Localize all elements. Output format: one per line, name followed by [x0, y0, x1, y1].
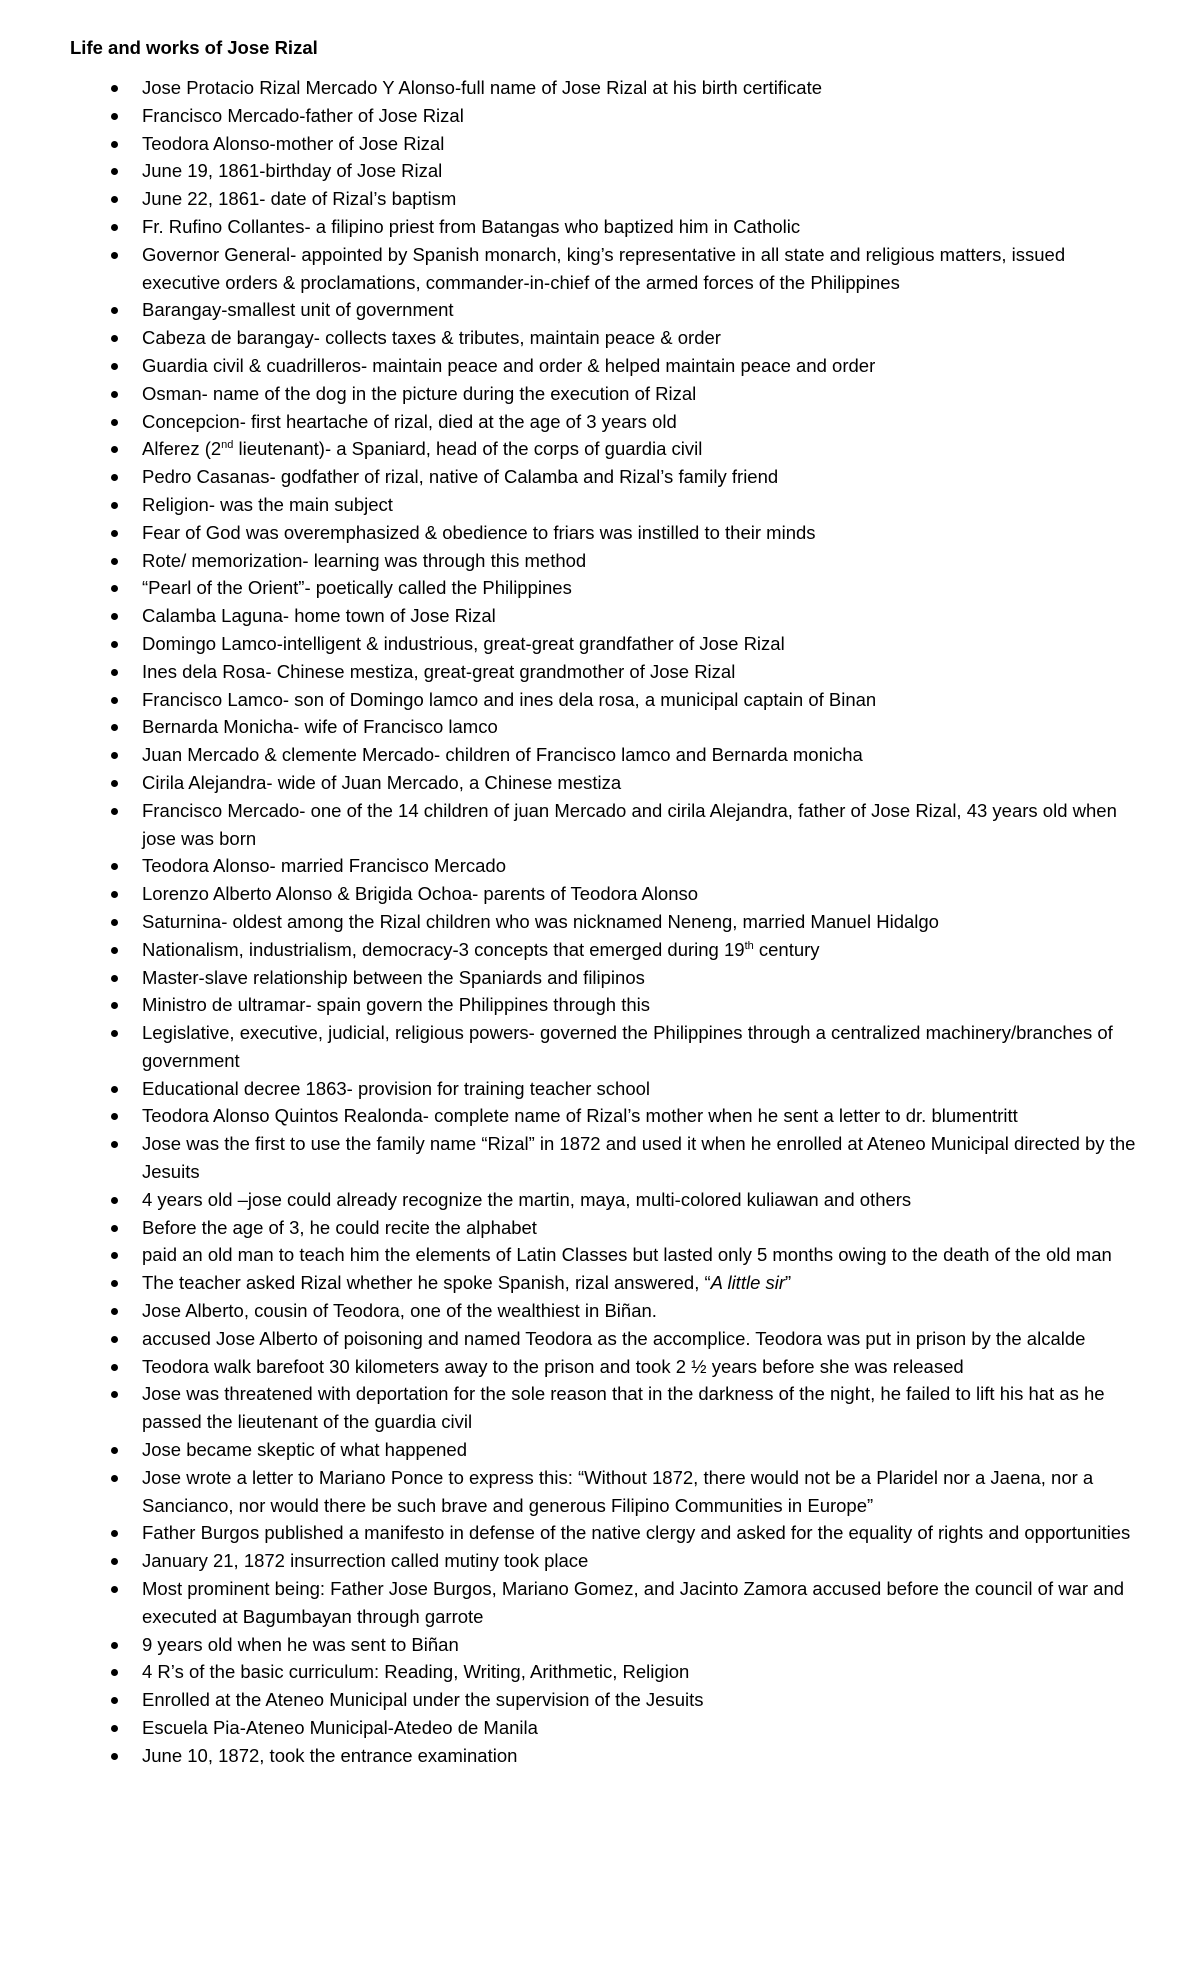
list-item-text: The teacher asked Rizal whether he spoke Spanish, rizal answered, “A little sir”	[142, 1272, 792, 1294]
bullet-icon	[111, 1558, 118, 1565]
list-item-text: Teodora Alonso Quintos Realonda- complete name of Rizal’s mother when he sent a letter to dr. blumentritt	[142, 1105, 1018, 1127]
bullet-icon	[111, 168, 118, 175]
list-item	[70, 1214, 1140, 1242]
list-item-text: Jose Protacio Rizal Mercado Y Alonso-full name of Jose Rizal at his birth certificate	[142, 77, 823, 98]
bullet-icon	[111, 585, 118, 592]
list-item	[70, 435, 1140, 463]
bullet-icon	[111, 391, 118, 398]
list-item	[70, 185, 1140, 213]
list-item	[70, 797, 1140, 853]
list-item-text: Governor General- appointed by Spanish monarch, king’s representative in all state and religious matters, issued executive orders & proclamations, commander-in-chief of the armed forces of the Philippines	[142, 243, 1066, 293]
list-item-text: June 19, 1861-birthday of Jose Rizal	[142, 160, 443, 182]
list-item	[70, 463, 1140, 491]
list-item	[70, 852, 1140, 880]
list-item-text: Teodora Alonso-mother of Jose Rizal	[142, 132, 445, 154]
list-item	[70, 602, 1140, 630]
bullet-icon	[111, 1197, 118, 1204]
list-item	[70, 1297, 1140, 1325]
list-item-text: Religion- was the main subject	[142, 493, 393, 515]
bullet-icon	[111, 113, 118, 120]
list-item-text: Bernarda Monicha- wife of Francisco lamco	[142, 716, 498, 738]
list-item-text: Rote/ memorization- learning was through this method	[142, 549, 587, 571]
list-item-text: Lorenzo Alberto Alonso & Brigida Ochoa- parents of Teodora Alonso	[142, 883, 699, 905]
list-item-text: Jose wrote a letter to Mariano Ponce to express this: “Without 1872, there would not be a Plaridel nor a Jaena, nor a Sancianco, nor would there be such brave and generous Filipino Communities in Europe”	[142, 1466, 1094, 1516]
bullet-icon	[111, 474, 118, 481]
list-item	[70, 686, 1140, 714]
list-item-text: “Pearl of the Orient”- poetically called the Philippines	[142, 577, 572, 599]
list-item	[70, 1102, 1140, 1130]
bullet-icon	[111, 224, 118, 231]
bullet-icon	[111, 697, 118, 704]
bullet-icon	[111, 1391, 118, 1398]
bullet-icon	[111, 1030, 118, 1037]
list-item	[70, 519, 1140, 547]
bullet-icon	[111, 752, 118, 759]
list-item-text: Escuela Pia-Ateneo Municipal-Atedeo de Manila	[142, 1717, 538, 1739]
list-item	[70, 1241, 1140, 1269]
list-item-text: Fr. Rufino Collantes- a filipino priest from Batangas who baptized him in Catholic	[142, 215, 801, 237]
list-item-text: Barangay-smallest unit of government	[142, 299, 454, 321]
list-item	[70, 380, 1140, 408]
list-item	[70, 1019, 1140, 1075]
bullet-icon	[111, 919, 118, 926]
list-item	[70, 1325, 1140, 1353]
bullet-icon	[111, 307, 118, 314]
list-item	[70, 1631, 1140, 1659]
list-item	[70, 964, 1140, 992]
list-item-text: January 21, 1872 insurrection called mutiny took place	[142, 1550, 589, 1572]
list-item	[70, 713, 1140, 741]
bullet-icon	[111, 1753, 118, 1760]
list-item-text: accused Jose Alberto of poisoning and named Teodora as the accomplice. Teodora was put in prison by the alcalde	[142, 1327, 1086, 1349]
bullet-icon	[111, 613, 118, 620]
list-item	[70, 1075, 1140, 1103]
bullet-icon	[111, 1252, 118, 1259]
list-item	[70, 1658, 1140, 1686]
list-item	[70, 1353, 1140, 1381]
list-item	[70, 574, 1140, 602]
list-item-text: Saturnina- oldest among the Rizal children who was nicknamed Neneng, married Manuel Hidalgo	[142, 910, 939, 932]
list-item	[70, 769, 1140, 797]
bullet-icon	[111, 1225, 118, 1232]
list-item	[70, 547, 1140, 575]
list-item-text: Cirila Alejandra- wide of Juan Mercado, a Chinese mestiza	[142, 771, 622, 793]
list-item-text: Alferez (2nd lieutenant)- a Spaniard, head of the corps of guardia civil	[142, 438, 703, 460]
list-item-text: Before the age of 3, he could recite the alphabet	[142, 1216, 537, 1238]
bullet-icon	[111, 363, 118, 370]
list-item	[70, 936, 1140, 964]
bullet-icon	[111, 669, 118, 676]
list-item-text: Osman- name of the dog in the picture during the execution of Rizal	[142, 382, 697, 404]
list-item	[70, 1547, 1140, 1575]
list-item	[70, 491, 1140, 519]
bullet-icon	[111, 780, 118, 787]
bullet-icon	[111, 1475, 118, 1482]
list-item	[70, 241, 1140, 297]
list-item	[70, 1269, 1140, 1297]
bullet-icon	[111, 724, 118, 731]
list-item	[70, 1714, 1140, 1742]
list-item	[70, 1436, 1140, 1464]
list-item	[70, 213, 1140, 241]
list-item	[70, 1464, 1140, 1520]
bullet-icon	[111, 947, 118, 954]
list-item	[70, 74, 1140, 102]
bullet-icon	[111, 446, 118, 453]
list-item-text: 4 R’s of the basic curriculum: Reading, Writing, Arithmetic, Religion	[142, 1661, 690, 1683]
list-item-text: Concepcion- first heartache of rizal, died at the age of 3 years old	[142, 410, 677, 432]
list-item	[70, 630, 1140, 658]
list-item-text: Enrolled at the Ateneo Municipal under the supervision of the Jesuits	[142, 1689, 704, 1711]
bullet-icon	[111, 1697, 118, 1704]
list-item-text: Calamba Laguna- home town of Jose Rizal	[142, 605, 496, 627]
list-item	[70, 1130, 1140, 1186]
list-item-text: Nationalism, industrialism, democracy-3 concepts that emerged during 19th century	[142, 938, 820, 960]
bullet-icon	[111, 891, 118, 898]
list-item	[70, 157, 1140, 185]
bullet-icon	[111, 1725, 118, 1732]
list-item	[70, 102, 1140, 130]
document-title: Life and works of Jose Rizal	[70, 37, 318, 58]
list-item-text: Jose Alberto, cousin of Teodora, one of the wealthiest in Biñan.	[142, 1300, 657, 1322]
list-item-text: Educational decree 1863- provision for training teacher school	[142, 1077, 651, 1099]
list-item	[70, 1686, 1140, 1714]
list-item-text: Jose was threatened with deportation for the sole reason that in the darkness of the night, he failed to lift his hat as he passed the lieutenant of the guardia civil	[142, 1383, 1105, 1433]
bullet-icon	[111, 335, 118, 342]
bullet-icon	[111, 1642, 118, 1649]
bullet-icon	[111, 1280, 118, 1287]
list-item	[70, 1742, 1140, 1770]
list-item	[70, 908, 1140, 936]
list-item	[70, 352, 1140, 380]
bullet-icon	[111, 1336, 118, 1343]
list-item-text: Francisco Lamco- son of Domingo lamco and ines dela rosa, a municipal captain of Binan	[142, 688, 877, 710]
bullet-icon	[111, 1002, 118, 1009]
bullet-icon	[111, 530, 118, 537]
list-item-text: Legislative, executive, judicial, religious powers- governed the Philippines through a centralized machinery/branches of government	[142, 1022, 1113, 1071]
bullet-icon	[111, 1113, 118, 1120]
list-item-text: Most prominent being: Father Jose Burgos, Mariano Gomez, and Jacinto Zamora accused before the council of war and executed at Bagumbayan through garrote	[142, 1578, 1125, 1627]
bullet-icon	[111, 1086, 118, 1093]
list-item-text: Teodora walk barefoot 30 kilometers away to the prison and took 2 ½ years before she was released	[142, 1355, 964, 1377]
list-item	[70, 130, 1140, 158]
bullet-icon	[111, 141, 118, 148]
list-item	[70, 408, 1140, 436]
bullet-icon	[111, 252, 118, 259]
bullet-icon	[111, 1447, 118, 1454]
bullet-icon	[111, 419, 118, 426]
bullet-icon	[111, 502, 118, 509]
list-item-text: June 22, 1861- date of Rizal’s baptism	[142, 188, 457, 210]
notes-list	[70, 74, 1140, 1770]
bullet-icon	[111, 558, 118, 565]
bullet-icon	[111, 863, 118, 870]
list-item-text: Jose became skeptic of what happened	[142, 1439, 467, 1461]
bullet-icon	[111, 1586, 118, 1593]
list-item-text: Teodora Alonso- married Francisco Mercado	[142, 855, 506, 877]
bullet-icon	[111, 808, 118, 815]
bullet-icon	[111, 1364, 118, 1371]
list-item-text: Guardia civil & cuadrilleros- maintain peace and order & helped maintain peace and order	[142, 354, 876, 376]
list-item	[70, 324, 1140, 352]
list-item	[70, 1186, 1140, 1214]
list-item	[70, 1575, 1140, 1631]
list-item-text: Ines dela Rosa- Chinese mestiza, great-great grandmother of Jose Rizal	[142, 660, 736, 682]
list-item	[70, 658, 1140, 686]
list-item-text: June 10, 1872, took the entrance examination	[142, 1744, 518, 1766]
list-item	[70, 880, 1140, 908]
bullet-icon	[111, 641, 118, 648]
bullet-icon	[111, 1308, 118, 1315]
list-item-text: Juan Mercado & clemente Mercado- children of Francisco lamco and Bernarda monicha	[142, 744, 863, 766]
list-item	[70, 1380, 1140, 1436]
list-item-text: Pedro Casanas- godfather of rizal, native of Calamba and Rizal’s family friend	[142, 466, 779, 488]
list-item-text: Francisco Mercado- one of the 14 children of juan Mercado and cirila Alejandra, father of Jose Rizal, 43 years old when jose was born	[142, 799, 1117, 849]
bullet-icon	[111, 975, 118, 982]
list-item-text: Cabeza de barangay- collects taxes & tributes, maintain peace & order	[142, 327, 721, 349]
list-item-text: 4 years old –jose could already recognize the martin, maya, multi-colored kuliawan and others	[142, 1188, 912, 1210]
list-item	[70, 991, 1140, 1019]
list-item-text: paid an old man to teach him the elements of Latin Classes but lasted only 5 months owing to the death of the old man	[142, 1244, 1112, 1266]
list-item-text: Francisco Mercado-father of Jose Rizal	[142, 104, 464, 126]
list-item	[70, 741, 1140, 769]
list-item-text: 9 years old when he was sent to Biñan	[142, 1633, 459, 1655]
list-item-text: Father Burgos published a manifesto in defense of the native clergy and asked for the equality of rights and opportunities	[142, 1522, 1131, 1544]
list-item-text: Domingo Lamco-intelligent & industrious, great-great grandfather of Jose Rizal	[142, 632, 785, 654]
bullet-icon	[111, 1530, 118, 1537]
bullet-icon	[111, 1141, 118, 1148]
list-item-text: Fear of God was overemphasized & obedience to friars was instilled to their minds	[142, 521, 816, 543]
bullet-icon	[111, 85, 118, 92]
list-item	[70, 1519, 1140, 1547]
bullet-icon	[111, 1669, 118, 1676]
bullet-icon	[111, 196, 118, 203]
list-item	[70, 296, 1140, 324]
list-item-text: Ministro de ultramar- spain govern the Philippines through this	[142, 994, 650, 1016]
list-item-text: Master-slave relationship between the Spaniards and filipinos	[142, 966, 645, 988]
list-item-text: Jose was the first to use the family name “Rizal” in 1872 and used it when he enrolled at Ateneo Municipal directed by the Jesuits	[142, 1133, 1136, 1183]
